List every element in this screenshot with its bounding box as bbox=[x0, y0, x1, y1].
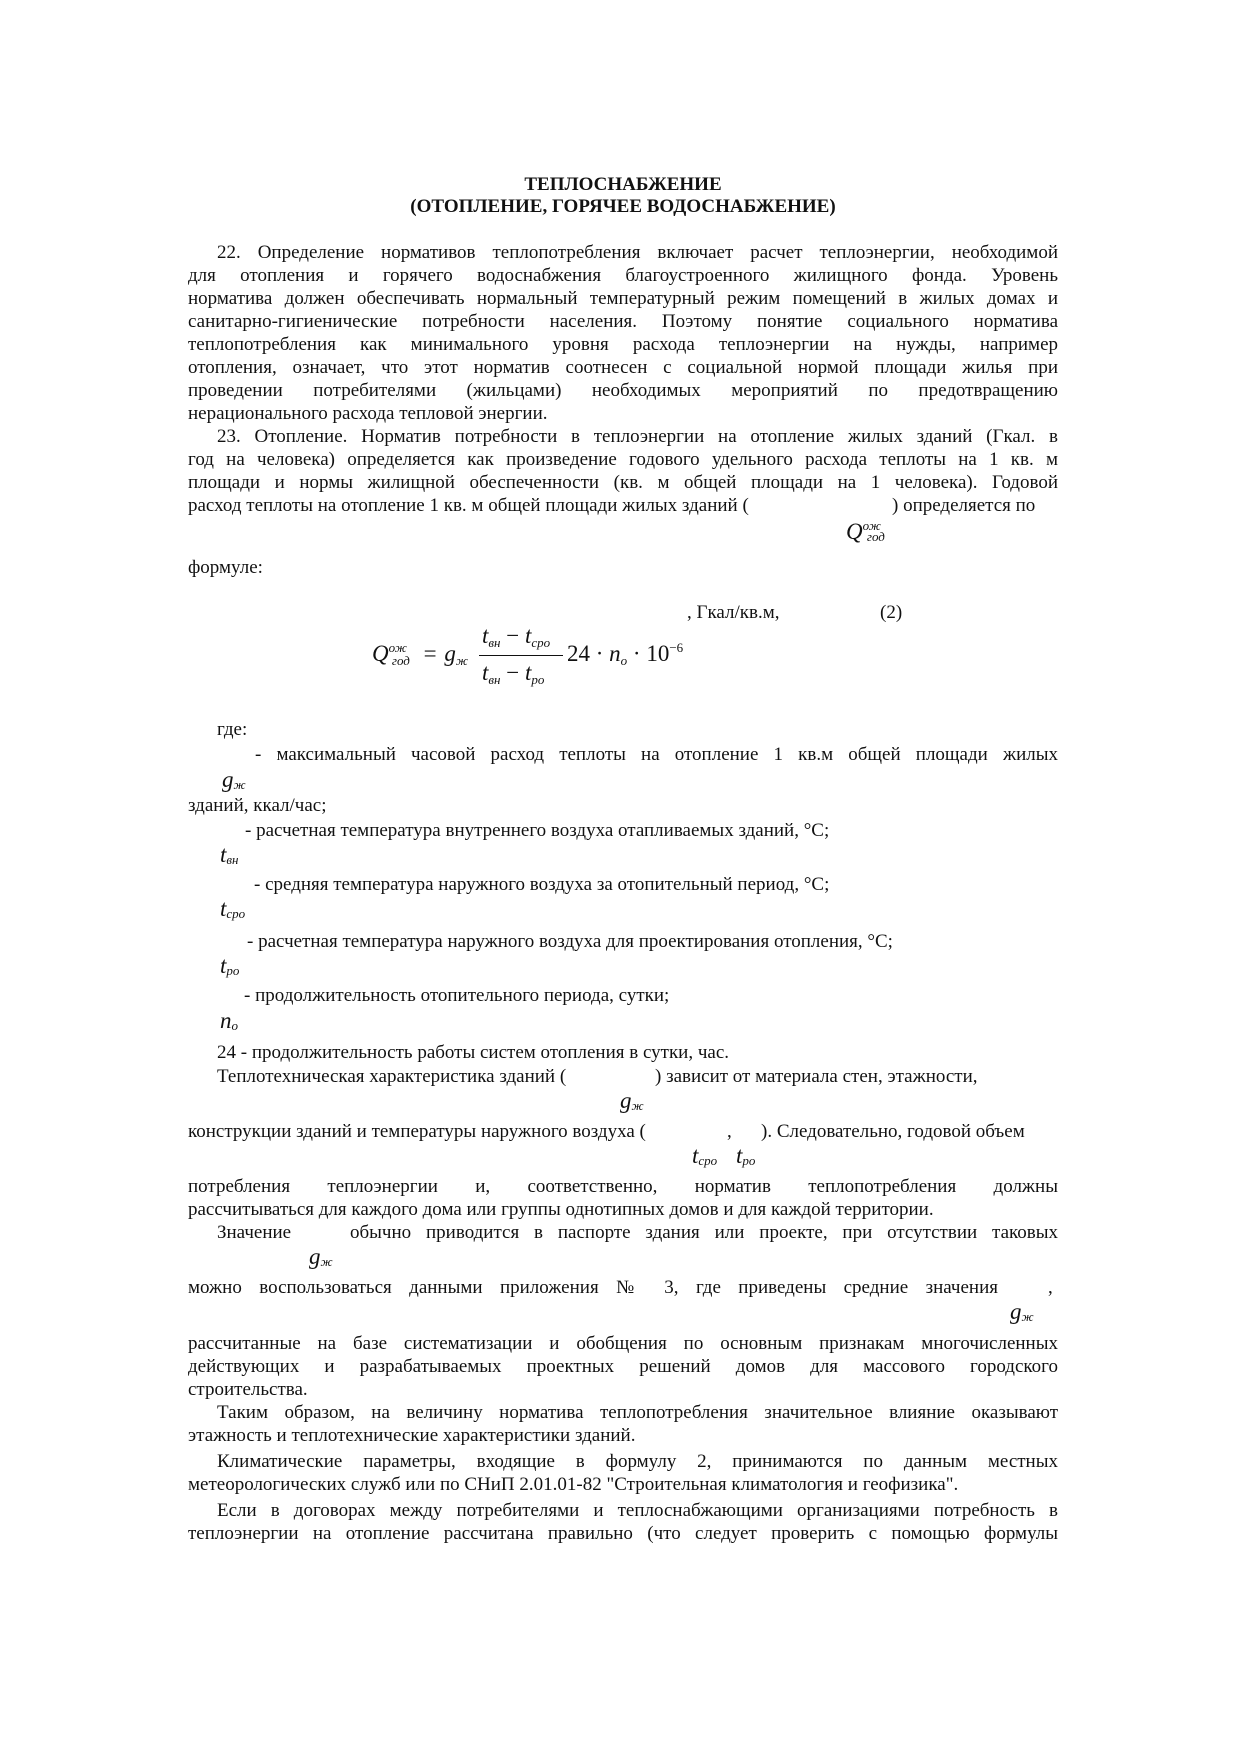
p23-line: 23. Отопление. Норматив потребности в теплоэнергии на отопление жилых зданий (Гкал. в bbox=[217, 426, 1058, 447]
p22-line: для отопления и горячего водоснабжения благоустроенного жилищного фонда. Уровень bbox=[188, 265, 1058, 286]
value-line5: строительства. bbox=[188, 1379, 308, 1400]
formula-lhs: $Q^{ож}_{год} = g_ж$ bbox=[372, 640, 468, 668]
p22-line: отопления, означает, что этот норматив соотнесен с социальной нормой площади жилья при bbox=[188, 357, 1058, 378]
symbol-q-annual: $Q^{ож}_{год}$ bbox=[846, 518, 885, 544]
char-line1-a: Теплотехническая характеристика зданий ( bbox=[217, 1066, 567, 1087]
char-line1-b: ) зависит от материала стен, этажности, bbox=[655, 1066, 978, 1087]
symbol-t-vn: $t_{вн}$ bbox=[220, 842, 239, 867]
def-g-line1: - максимальный часовой расход теплоты на отопление 1 кв.м общей площади жилых bbox=[255, 744, 1058, 765]
symbol-g: $g_ж$ bbox=[222, 767, 246, 792]
where-label: где: bbox=[217, 719, 248, 740]
formula-numerator: $t_{вн} - t_{сро}$ bbox=[482, 623, 551, 650]
formula-rhs: $24 \cdot n_о \cdot 10^{-6}$ bbox=[567, 640, 684, 668]
p23-line: год на человека) определяется как произведение годового удельного расхода теплоты на 1 кв. м bbox=[188, 449, 1058, 470]
thus-line: этажность и теплотехнические характеристики зданий. bbox=[188, 1425, 636, 1446]
p22-line: санитарно-гигиенические потребности населения. Поэтому понятие социального норматива bbox=[188, 311, 1058, 332]
def-no: - продолжительность отопительного периода, сутки; bbox=[244, 985, 670, 1006]
value-line1-a: Значение bbox=[217, 1222, 292, 1243]
def-24: 24 - продолжительность работы систем отопления в сутки, час. bbox=[217, 1042, 730, 1063]
symbol-t-sro: $t_{сро}$ bbox=[220, 896, 246, 921]
symbol-t-sro: $t_{сро}$ bbox=[692, 1143, 718, 1168]
p22-line: проведении потребителями (жильцами) необходимых мероприятий по предотвращению bbox=[188, 380, 1058, 401]
char-line3: потребления теплоэнергии и, соответственно, норматив теплопотребления должны bbox=[188, 1176, 1058, 1197]
value-line3: рассчитанные на базе систематизации и обобщения по основным признакам многочисленных bbox=[188, 1333, 1058, 1354]
formula-number: (2) bbox=[880, 602, 903, 623]
value-line1-b: обычно приводится в паспорте здания или проекте, при отсутствии таковых bbox=[350, 1222, 1058, 1243]
symbol-t-ro: $t_{ро}$ bbox=[736, 1143, 756, 1168]
p22-line: нерационального расхода тепловой энергии. bbox=[188, 403, 548, 424]
section-subtitle: (ОТОПЛЕНИЕ, ГОРЯЧЕЕ ВОДОСНАБЖЕНИЕ) bbox=[410, 196, 836, 217]
symbol-n-o: $n_о$ bbox=[220, 1008, 238, 1033]
formula-unit: , Гкал/кв.м, bbox=[687, 602, 780, 623]
char-line2-b: ). Следовательно, годовой объем bbox=[761, 1121, 1025, 1142]
def-g-line2: зданий, ккал/час; bbox=[188, 795, 327, 816]
formula-denominator: $t_{вн} - t_{ро}$ bbox=[482, 660, 545, 687]
value-line4: действующих и разрабатываемых проектных решений домов для массового городского bbox=[188, 1356, 1058, 1377]
char-line2-comma: , bbox=[727, 1121, 732, 1142]
symbol-g: $g_ж$ bbox=[620, 1088, 644, 1113]
p23-last-line-b: ) определяется по bbox=[892, 495, 1036, 516]
char-line2-a: конструкции зданий и температуры наружного воздуха ( bbox=[188, 1121, 646, 1142]
value-line2-b: , bbox=[1048, 1277, 1053, 1298]
if-line: Если в договорах между потребителями и теплоснабжающими организациями потребность в bbox=[217, 1500, 1058, 1521]
p23-last-line-a: расход теплоты на отопление 1 кв. м общей площади жилых зданий ( bbox=[188, 495, 749, 516]
def-tro: - расчетная температура наружного воздуха для проектирования отопления, °C; bbox=[247, 931, 893, 952]
value-line2-a: можно воспользоваться данными приложения № 3, где приведены средние значения bbox=[188, 1277, 998, 1298]
symbol-t-ro: $t_{ро}$ bbox=[220, 953, 240, 978]
if-line: теплоэнергии на отопление рассчитана правильно (что следует проверить с помощью формулы bbox=[188, 1523, 1058, 1544]
def-tvn: - расчетная температура внутреннего воздуха отапливаемых зданий, °C; bbox=[245, 820, 830, 841]
formula-intro: формуле: bbox=[188, 557, 263, 578]
char-line4: рассчитываться для каждого дома или группы однотипных домов и для каждой территории. bbox=[188, 1199, 934, 1220]
p22-line: 22. Определение нормативов теплопотребления включает расчет теплоэнергии, необходимой bbox=[217, 242, 1058, 263]
def-tsro: - средняя температура наружного воздуха за отопительный период, °C; bbox=[254, 874, 830, 895]
p22-line: теплопотребления как минимального уровня расхода теплоэнергии на нужды, например bbox=[188, 334, 1058, 355]
fraction-bar bbox=[479, 655, 563, 656]
p22-line: норматива должен обеспечивать нормальный температурный режим помещений в жилых домах и bbox=[188, 288, 1058, 309]
symbol-g: $g_ж$ bbox=[1010, 1299, 1034, 1324]
climate-line: метеорологических служб или по СНиП 2.01.01-82 "Строительная климатология и геофизика". bbox=[188, 1474, 959, 1495]
climate-line: Климатические параметры, входящие в формулу 2, принимаются по данным местных bbox=[217, 1451, 1058, 1472]
symbol-g: $g_ж$ bbox=[309, 1244, 333, 1269]
p23-line: площади и нормы жилищной обеспеченности (кв. м общей площади на 1 человека). Годовой bbox=[188, 472, 1058, 493]
section-title: ТЕПЛОСНАБЖЕНИЕ bbox=[524, 174, 722, 195]
thus-line: Таким образом, на величину норматива теплопотребления значительное влияние оказывают bbox=[217, 1402, 1058, 1423]
